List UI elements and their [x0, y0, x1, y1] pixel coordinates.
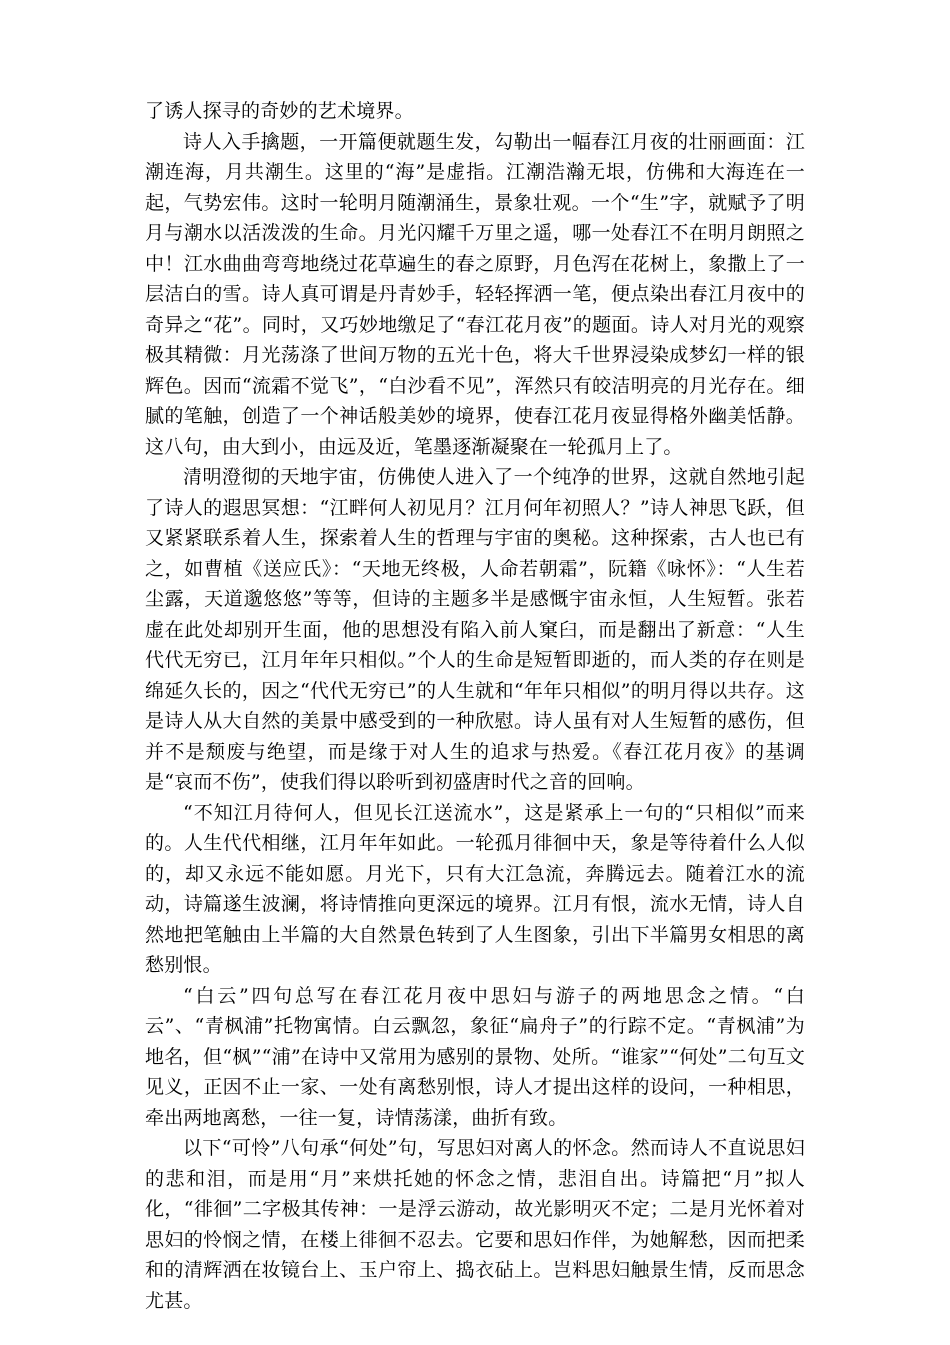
paragraph-continuation: 了诱人探寻的奇妙的艺术境界。 — [145, 100, 414, 122]
paragraph-white-clouds: “白云”四句总写在春江花月夜中思妇与游子的两地思念之情。“白云”、“青枫浦”托物寓情。白云飘忽，象征“扁舟子”的行踪不定。“青枫浦”为地名，但“枫”“浦”在诗中又常用为感别的景物、处所。“谁家”“何处”二句互文见义，正因不止一家、一处有离愁别恨，诗人才提出这样的设问，一种相思，牵出两地离愁，一往一复，诗情荡漾，曲折有致。 — [145, 984, 805, 1129]
paragraph-river-moon-scene: 诗人入手擒题，一开篇便就题生发，勾勒出一幅春江月夜的壮丽画面：江潮连海，月共潮生。这里的“海”是虚指。江潮浩瀚无垠，仿佛和大海连在一起，气势宏伟。这时一轮明月随潮涌生，景象壮观。一个“生”字，就赋予了明月与潮水以活泼泼的生命。月光闪耀千万里之遥，哪一处春江不在明月朗照之中！江水曲曲弯弯地绕过花草遍生的春之原野，月色泻在花树上，象撒上了一层洁白的雪。诗人真可谓是丹青妙手，轻轻挥洒一笔，便点染出春江月夜中的奇异之“花”。同时，又巧妙地缴足了“春江花月夜”的题面。诗人对月光的观察极其精微：月光荡涤了世间万物的五光十色，将大千世界浸染成梦幻一样的银辉色。因而“流霜不觉飞”，“白沙看不见”，浑然只有皎洁明亮的月光存在。细腻的笔触，创造了一个神话般美妙的境界，使春江花月夜显得格外幽美恬静。这八句，由大到小，由远及近，笔墨逐渐凝聚在一轮孤月上了。 — [145, 130, 805, 458]
paragraph-river-flowing: “不知江月待何人，但见长江送流水”，这是紧承上一句的“只相似”而来的。人生代代相继，江月年年如此。一轮孤月徘徊中天，象是等待着什么人似的，却又永远不能如愿。月光下，只有大江急流，奔腾远去。随着江水的流动，诗篇遂生波澜，将诗情推向更深远的境界。江月有恨，流水无情，诗人自然地把笔触由上半篇的大自然景色转到了人生图象，引出下半篇男女相思的离愁别恨。 — [145, 801, 805, 976]
document-body — [145, 96, 805, 1316]
paragraph-longing-wife: 以下“可怜”八句承“何处”句，写思妇对离人的怀念。然而诗人不直说思妇的悲和泪，而是用“月”来烘托她的怀念之情，悲泪自出。诗篇把“月”拟人化，“徘徊”二字极其传神：一是浮云游动，故光影明灭不定；二是月光怀着对思妇的怜悯之情，在楼上徘徊不忍去。它要和思妇作伴，为她解愁，因而把柔和的清辉洒在妆镜台上、玉户帘上、捣衣砧上。岂料思妇触景生情，反而思念尤甚。 — [145, 1137, 805, 1312]
paragraph-philosophy-of-life: 清明澄彻的天地宇宙，仿佛使人进入了一个纯净的世界，这就自然地引起了诗人的遐思冥想：“江畔何人初见月？江月何年初照人？”诗人神思飞跃，但又紧紧联系着人生，探索着人生的哲理与宇宙的奥秘。这种探索，古人也已有之，如曹植《送应氏》：“天地无终极，人命若朝霜”，阮籍《咏怀》：“人生若尘露，天道邈悠悠”等等，但诗的主题多半是感慨宇宙永恒，人生短暂。张若虚在此处却别开生面，他的思想没有陷入前人窠臼，而是翻出了新意：“人生代代无穷已，江月年年只相似。”个人的生命是短暂即逝的，而人类的存在则是绵延久长的，因之“代代无穷已”的人生就和“年年只相似”的明月得以共存。这是诗人从大自然的美景中感受到的一种欣慰。诗人虽有对人生短暂的感伤，但并不是颓废与绝望，而是缘于对人生的追求与热爱。《春江花月夜》的基调是“哀而不伤”，使我们得以聆听到初盛唐时代之音的回响。 — [145, 466, 805, 793]
